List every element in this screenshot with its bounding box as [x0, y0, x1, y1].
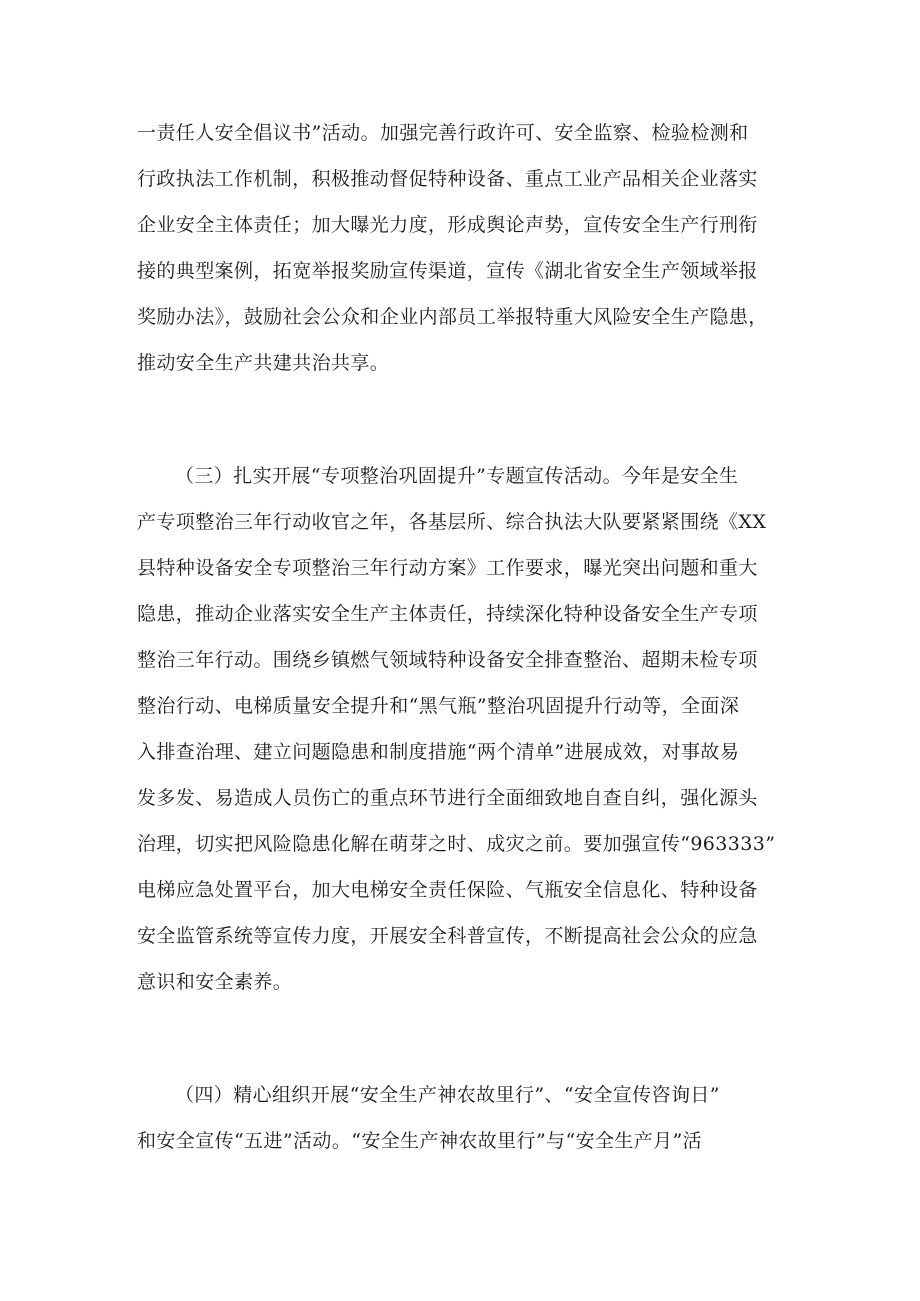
paragraph-2-line-11: 安全监管系统等宣传力度，开展安全科普宣传，不断提高社会公众的应急	[137, 925, 758, 947]
paragraph-1-line-4: 接的典型案例，拓宽举报奖励宣传渠道，宣传《湖北省安全生产领域举报	[137, 260, 758, 282]
paragraph-2-line-8: 发多发、易造成人员伤亡的重点环节进行全面细致地自查自纠，强化源头	[137, 787, 758, 809]
paragraph-2-line-2: 产专项整治三年行动收官之年，各基层所、综合执法大队要紧紧围绕《XX	[137, 511, 767, 533]
paragraph-2-line-12: 意识和安全素养。	[137, 971, 293, 993]
paragraph-3-line-2: 和安全宣传“五进”活动。“安全生产神农故里行”与“安全生产月”活	[137, 1130, 703, 1152]
paragraph-3-line-1: （四）精心组织开展“安全生产神农故里行”、“安全宣传咨询日”	[175, 1084, 720, 1106]
paragraph-1-line-2: 行政执法工作机制，积极推动督促特种设备、重点工业产品相关企业落实	[137, 168, 758, 190]
paragraph-2-line-4: 隐患，推动企业落实安全生产主体责任，持续深化特种设备安全生产专项	[137, 603, 758, 625]
paragraph-2-line-7: 入排查治理、建立问题隐患和制度措施“两个清单”进展成效，对事故易	[137, 741, 740, 763]
paragraph-2-line-10: 电梯应急处置平台，加大电梯安全责任保险、气瓶安全信息化、特种设备	[137, 879, 758, 901]
paragraph-1-line-5: 奖励办法》，鼓励社会公众和企业内部员工举报特重大风险安全生产隐患，	[137, 306, 768, 328]
paragraph-1-line-3: 企业安全主体责任；加大曝光力度，形成舆论声势，宣传安全生产行刑衔	[137, 214, 758, 236]
paragraph-2-line-5: 整治三年行动。围绕乡镇燃气领域特种设备安全排查整治、超期未检专项	[137, 649, 758, 671]
paragraph-2-line-3: 县特种设备安全专项整治三年行动方案》工作要求，曝光突出问题和重大	[137, 557, 758, 579]
paragraph-1-line-1: 一责任人安全倡议书”活动。加强完善行政许可、安全监察、检验检测和	[137, 122, 749, 144]
paragraph-1-line-6: 推动安全生产共建共治共享。	[137, 352, 390, 374]
paragraph-2-line-9: 治理，切实把风险隐患化解在萌芽之时、成灾之前。要加强宣传“963333”	[137, 833, 776, 855]
paragraph-2-line-6: 整治行动、电梯质量安全提升和“黑气瓶”整治巩固提升行动等，全面深	[137, 695, 740, 717]
paragraph-2-line-1: （三）扎实开展“专项整治巩固提升”专题宣传活动。今年是安全生	[175, 465, 739, 487]
